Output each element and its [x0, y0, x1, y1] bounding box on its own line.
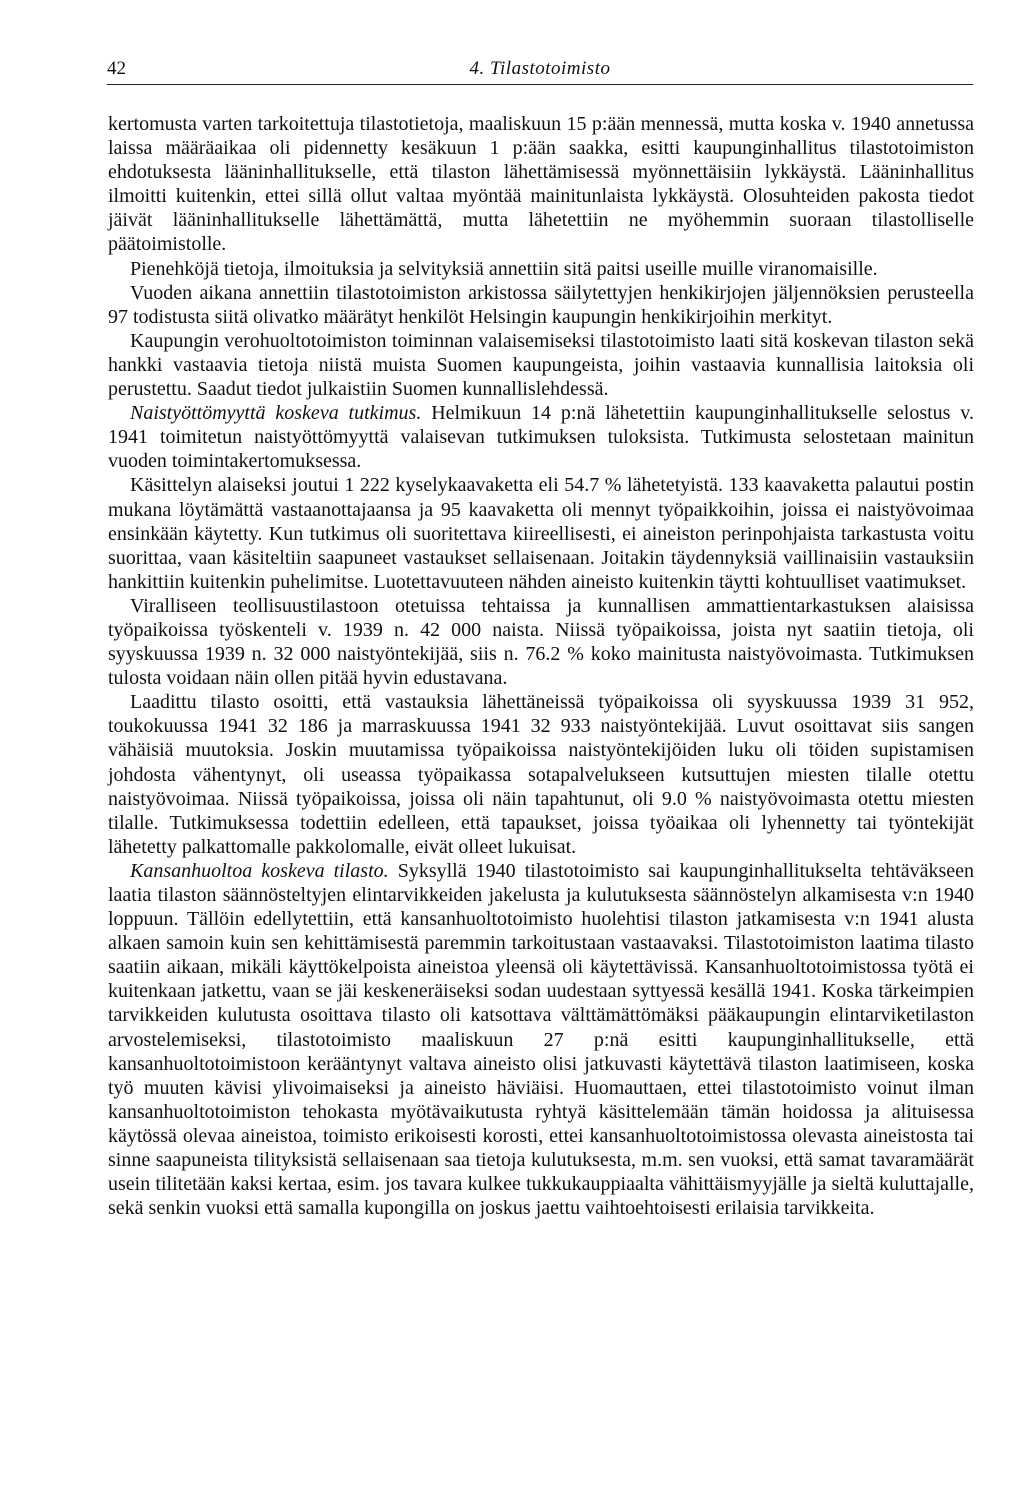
paragraph: Laadittu tilasto osoitti, että vastauksia lähettäneissä työpaikoissa oli syyskuussa 1939 31 952, toukokuussa 1941 32 186 ja marraskuussa 1941 32 933 naistyöntekijää. Luvut osoittavat siis sangen vähäisiä muutoksia. Joskin muutamissa työpaikoissa naistyöntekijöiden luku oli töiden supistamisen johdosta vähentynyt, oli useassa työpaikassa sotapalvelukseen kutsuttujen miesten tilalle otettu naistyövoimaa. Niissä työpaikoissa, joissa oli näin tapahtunut, oli 9.0 % naistyövoimasta otettu miesten tilalle. Tutkimuksessa todettiin edelleen, että tapaukset, joissa työaikaa oli lyhennetty tai työntekijät lähetetty palkattomalle pakkolomalle, eivät olleet lukuisat. — [108, 691, 974, 858]
section-title: Naistyöttömyyttä koskeva tutkimus. — [130, 402, 422, 425]
running-head: 4. Tilastotoimisto — [469, 58, 611, 79]
section-title: Kansanhuoltoa koskeva tilasto. — [130, 859, 389, 882]
paragraph: kertomusta varten tarkoitettuja tilastotietoja, maaliskuun 15 p:ään mennessä, mutta koska v. 1940 annetussa laissa määräaikaa oli pidennetty kesäkuun 1 p:ään saakka, esitti kaupunginhallitus tilastotoimiston ehdotuksesta lääninhallitukselle, että tilaston lähettämisessä myönnettäisiin lykkäystä. Lääninhallitus ilmoitti kuitenkin, ettei sillä ollut valtaa myöntää mainitunlaista lykkäystä. Olosuhteiden pakosta tiedot jäivät lääninhallitukselle lähettämättä, mutta lähetettiin ne myöhemmin suoraan tilastolliselle päätoimistolle. — [108, 113, 974, 256]
paragraph: Naistyöttömyyttä koskeva tutkimus. Helmikuun 14 p:nä lähetettiin kaupunginhallitukselle selostus v. 1941 toimitetun naistyöttömyyttä valaisevan tutkimuksen tuloksista. Tutkimusta selostetaan mainitun vuoden toimintakertomuksessa. — [108, 402, 975, 473]
paragraph: Vuoden aikana annettiin tilastotoimiston arkistossa säilytettyjen henkikirjojen jäljennöksien perusteella 97 todistusta siitä olivatko määrätyt henkilöt Helsingin kaupungin henkikirjoihin merkityt. — [108, 281, 974, 328]
paragraph: Viralliseen teollisuustilastoon otetuissa tehtaissa ja kunnallisen ammattientarkastuksen alaisissa työpaikoissa työskenteli v. 1939 n. 42 000 naista. Niissä työpaikoissa, joista nyt saatiin tietoja, oli syyskuussa 1939 n. 32 000 naistyöntekijää, siis n. 76.2 % koko mainitusta naistyövoimasta. Tutkimuksen tulosta voidaan näin ollen pitää hyvin edustavana. — [108, 594, 974, 690]
page-header — [107, 58, 973, 85]
paragraph: Kaupungin verohuoltotoimiston toiminnan valaisemiseksi tilastotoimisto laati sitä koskevan tilaston sekä hankki vastaavia tietoja niistä muista Suomen kaupungeista, joihin vastaavia kunnallisia laitoksia oli perustettu. Saadut tiedot julkaistiin Suomen kunnallislehdessä. — [108, 329, 974, 401]
paragraph: Kansanhuoltoa koskeva tilasto. Syksyllä 1940 tilastotoimisto sai kaupunginhallitukselta tehtäväkseen laatia tilaston säännösteltyjen elintarvikkeiden jakelusta ja kulutuksesta säännöstelyn alkamisesta v:n 1940 loppuun. Tällöin edellytettiin, että kansanhuoltotoimisto huolehtisi tilaston jatkamisesta v:n 1941 alusta alkaen samoin kuin sen kehittämisestä paremmin tarkoitustaan vastaavaksi. Tilastotoimiston laatima tilasto saatiin aikaan, mikäli käyttökelpoista aineistoa yleensä oli käytettävissä. Kansanhuoltotoimistossa työtä ei kuitenkaan jatkettu, vaan se jäi keskeneräiseksi sodan uudestaan syttyessä kesällä 1941. Koska tärkeimpien tarvikkeiden kulutusta osoittava tilasto oli katsottava välttämättömäksi pääkaupungin elintarviketilaston arvostelemiseksi, tilastotoimisto maaliskuun 27 p:nä esitti kaupunginhallitukselle, että kansanhuoltotoimistoon kerääntynyt valtava aineisto olisi jatkuvasti käytettävä tilaston laatimiseen, koska työ muuten kävisi ylivoimaiseksi ja aineisto häviäisi. Huomauttaen, ettei tilastotoimisto voinut ilman kansanhuoltotoimiston tehokasta myötävaikutusta ryhtyä käsittelemään tämän hoidossa ja alituisessa käytössä olevaa aineistoa, toimisto erikoisesti korosti, ettei kansanhuoltotoimistossa olevasta aineistosta tai sinne saapuneista tilityksistä sellaisenaan saa tietoja kulutuksesta, m.m. sen vuoksi, että samat tavaramäärät usein tilitetään kaksi kertaa, esim. jos tavara kulkee tukkukauppiaalta vähittäismyyjälle ja sieltä kuluttajalle, sekä senkin vuoksi että samalla kupongilla on joskus jaettu vaihtoehtoisesti erilaisia tarvikkeita. — [108, 859, 974, 1220]
paragraph: Käsittelyn alaiseksi joutui 1 222 kyselykaavaketta eli 54.7 % lähetetyistä. 133 kaavaketta palautui postin mukana löytämättä vastaanottajaansa ja 95 kaavaketta oli mennyt työpaikkoihin, joissa ei naistyövoimaa ensinkään käytetty. Kun tutkimus oli suoritettava kiireellisesti, ei aineiston perinpohjaista tarkastusta voitu suorittaa, vaan käsiteltiin saapuneet vastaukset sellaisenaan. Joitakin täydennyksiä vaillinaisiin vastauksiin hankittiin kuitenkin puhelimitse. Luotettavuuteen nähden aineisto kuitenkin täytti kohtuulliset vaatimukset. — [108, 474, 974, 593]
paragraph: Pienehköjä tietoja, ilmoituksia ja selvityksiä annettiin sitä paitsi useille muille viranomaisille. — [130, 257, 878, 280]
page-number: 42 — [107, 58, 126, 79]
body-text — [108, 112, 974, 1220]
